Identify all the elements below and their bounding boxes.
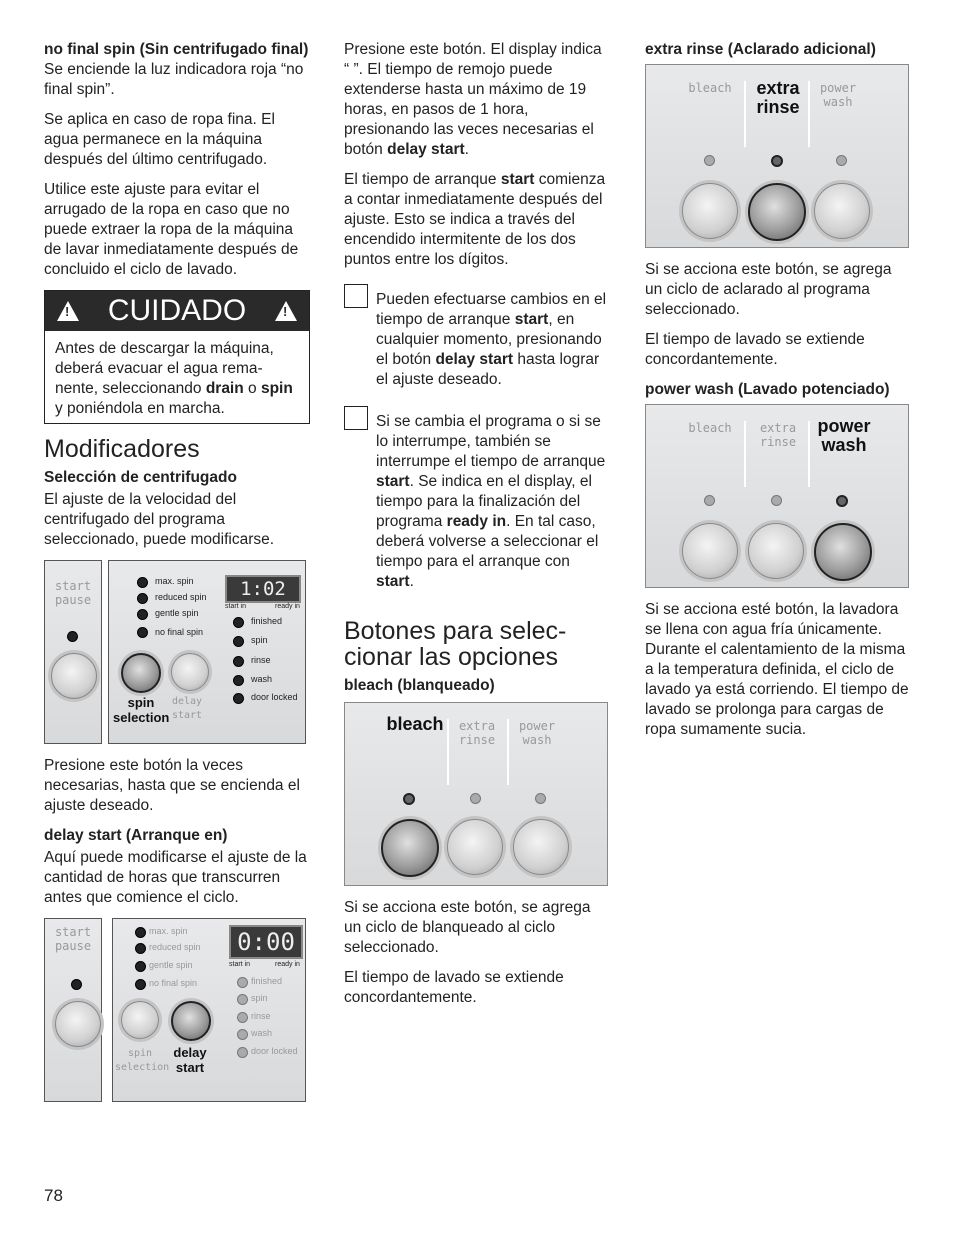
start-pause-panel [44, 918, 102, 1102]
power-wash-button[interactable] [814, 183, 870, 239]
caution-title: CUIDADO [107, 294, 247, 327]
extra-rinse-led [771, 495, 782, 506]
status-led [233, 675, 244, 686]
option-max-spin: max. spin [149, 926, 188, 936]
status-spin: spin [251, 993, 268, 1003]
option-led [137, 577, 148, 588]
ready-in-label: ready in [275, 961, 300, 968]
caution-spin: spin [260, 380, 293, 397]
text-part: , en cualquier momento, presionando el botón [376, 311, 602, 368]
ready-in-label: ready in [275, 603, 300, 610]
delay-display: 0:00 [229, 925, 303, 959]
status-rinse: rinse [251, 1011, 271, 1021]
option-led [135, 979, 146, 990]
text-part: comienza a contar inmediatamente después del ajuste. Esto se indica a través del encendido intermitente de los dos puntos entre los dígitos. [344, 171, 606, 268]
status-led [233, 656, 244, 667]
text-part: Presione este botón. El display indica “ ”. El tiempo de remojo puede extenderse hasta un máximo de 19 horas, en pasos de 1 hora, presionando las veces necesarias el botón [344, 41, 602, 158]
bleach-button[interactable] [682, 183, 738, 239]
note-1 [344, 290, 610, 390]
extra-rinse-led [771, 155, 783, 167]
delay-panel-figure [44, 918, 310, 1102]
power-wash-label: power wash [518, 719, 556, 747]
status-wash: wash [251, 1028, 273, 1038]
extra-rinse-button[interactable] [748, 183, 806, 241]
power-wash-led [836, 495, 848, 507]
bleach-led [704, 495, 715, 506]
spin-panel-figure [44, 560, 310, 744]
start-in-label: start in [225, 603, 247, 610]
bleach-button[interactable] [682, 523, 738, 579]
power-wash-title: power wash (Lavado potenciado) [645, 381, 890, 398]
extra-rinse-button[interactable] [447, 819, 503, 875]
text-part: hasta lograr el ajuste deseado. [376, 351, 600, 388]
divider [744, 81, 746, 147]
column-left [44, 40, 310, 1102]
spin-selection-title: Selección de centrifugado [44, 469, 237, 486]
spin-selection-text: El ajuste de la velocidad del centrifugado del programa seleccionado, puede modificarse. [44, 491, 275, 548]
power-wash-label: power wash [819, 81, 857, 109]
delay-options-panel [112, 918, 306, 1102]
divider [507, 719, 509, 785]
bleach-label: bleach [688, 81, 732, 95]
text-part: . En tal caso, deberá volverse a seleccionar el tiempo para el arranque con [376, 513, 599, 570]
status-led [237, 994, 248, 1005]
extra-rinse-panel [645, 64, 909, 248]
extra-rinse-title: extra rinse (Aclarado adicional) [645, 41, 876, 58]
status-led [237, 1012, 248, 1023]
text-part: Pueden efectuarse cambios en el tiempo de arranque [376, 291, 607, 328]
spin-options-panel [108, 560, 306, 744]
divider [447, 719, 449, 785]
option-reduced-spin: reduced spin [149, 942, 201, 952]
start-pause-label: start pause [54, 925, 92, 953]
warning-icon [275, 301, 297, 321]
status-door-locked: door locked [251, 692, 298, 702]
option-led [137, 609, 148, 620]
options-heading: Botones para selec-cionar las opciones [344, 617, 567, 671]
bleach-label: bleach [386, 714, 444, 734]
option-max-spin: max. spin [155, 576, 194, 586]
status-rinse: rinse [251, 655, 271, 665]
power-wash-button[interactable] [513, 819, 569, 875]
column-middle [344, 40, 610, 1018]
divider [744, 421, 746, 487]
note-checkbox-icon [344, 406, 368, 430]
extra-rinse-led [470, 793, 481, 804]
start-time-text [344, 170, 610, 270]
no-final-spin-text-2: Se aplica en caso de ropa fina. El agua permanece en la máquina después del último centrifugado. [44, 111, 275, 168]
start-pause-label: start pause [54, 579, 92, 607]
status-led [237, 1047, 248, 1058]
delay-start-title: delay start (Arranque en) [44, 827, 228, 844]
power-wash-led [836, 155, 847, 166]
caution-text [45, 331, 309, 423]
divider [808, 421, 810, 487]
extra-rinse-button[interactable] [748, 523, 804, 579]
option-no-final-spin: no final spin [149, 978, 198, 988]
extra-rinse-label: extra rinse [759, 421, 797, 449]
caution-box [44, 290, 310, 424]
power-wash-button[interactable] [814, 523, 872, 581]
option-led [135, 927, 146, 938]
bleach-label: bleach [688, 421, 732, 435]
ready-in-bold: ready in [446, 513, 507, 530]
delay-start-text: Aquí puede modificarse el ajuste de la cantidad de horas que transcurren antes que comience el ciclo. [44, 849, 307, 906]
option-gentle-spin: gentle spin [155, 608, 199, 618]
caution-text-part: Antes de descargar la máquina, deberá evacuar el agua rema-nente, seleccionando [55, 340, 274, 397]
extra-rinse-label: extra rinse [458, 719, 496, 747]
status-led [237, 1029, 248, 1040]
text-part: . [464, 141, 469, 158]
caution-text-part: o [243, 380, 261, 397]
status-wash: wash [251, 674, 273, 684]
extra-rinse-label: extra rinse [756, 78, 800, 117]
start-bold: start [376, 573, 410, 590]
text-part: . Se indica en el display, el tiempo para la finalización del programa [376, 473, 592, 530]
delay-start-label: delay start [173, 1045, 207, 1075]
divider [808, 81, 810, 147]
bleach-text-2: El tiempo de lavado se extiende concordantemente. [344, 969, 564, 1006]
text-part: . [409, 573, 414, 590]
start-bold: start [500, 171, 535, 188]
no-final-spin-title: no final spin (Sin centrifugado final) [44, 41, 309, 58]
delay-start-bold: delay start [387, 141, 465, 158]
delay-start-bold: delay start [435, 351, 514, 368]
start-pause-button[interactable] [51, 653, 97, 699]
extra-rinse-text-2: El tiempo de lavado se extiende concordantemente. [645, 331, 865, 368]
spin-display: 1:02 [225, 575, 301, 603]
text-part: Si se cambia el programa o si se lo interrumpe, también se interrumpe el tiempo de arranque [376, 413, 606, 470]
option-reduced-spin: reduced spin [155, 592, 207, 602]
status-finished: finished [251, 616, 283, 626]
spin-selection-label: spin selection [113, 695, 170, 725]
bleach-button[interactable] [381, 819, 439, 877]
extra-rinse-text-1: Si se acciona este botón, se agrega un ciclo de aclarado al programa seleccionado. [645, 261, 892, 318]
option-gentle-spin: gentle spin [149, 960, 193, 970]
start-bold: start [514, 311, 549, 328]
start-led [67, 631, 78, 642]
caution-drain: drain [205, 380, 244, 397]
bleach-panel [344, 702, 608, 886]
start-in-label: start in [229, 961, 251, 968]
warning-icon [57, 301, 79, 321]
status-led [233, 636, 244, 647]
spin-selection-button[interactable] [121, 653, 161, 693]
power-wash-led [535, 793, 546, 804]
option-led [135, 943, 146, 954]
status-led [237, 977, 248, 988]
delay-instructions [344, 40, 610, 160]
caution-text-part: y poniéndola en marcha. [55, 400, 225, 417]
caution-header [45, 291, 309, 331]
delay-start-label: delay start [171, 696, 203, 721]
status-led [233, 617, 244, 628]
start-pause-button[interactable] [55, 1001, 101, 1047]
spin-selection-label: spin selection [115, 1048, 170, 1073]
delay-start-button[interactable] [171, 1001, 211, 1041]
start-bold: start [376, 473, 410, 490]
option-led [135, 961, 146, 972]
bleach-led [403, 793, 415, 805]
no-final-spin-text-1: Se enciende la luz indicadora roja “no final spin”. [44, 61, 304, 98]
note-2 [344, 412, 610, 592]
spin-panel-instruction: Presione este botón la veces necesarias, hasta que se encienda el ajuste deseado. [44, 757, 300, 814]
option-led [137, 627, 148, 638]
column-right [645, 40, 911, 750]
start-led [71, 979, 82, 990]
option-no-final-spin: no final spin [155, 627, 204, 637]
text-part: El tiempo de arranque [344, 171, 501, 188]
status-door-locked: door locked [251, 1046, 298, 1056]
modifiers-heading: Modificadores [44, 435, 200, 463]
start-pause-panel [44, 560, 102, 744]
note-checkbox-icon [344, 284, 368, 308]
bleach-title: bleach (blanqueado) [344, 677, 495, 694]
no-final-spin-text-3: Utilice este ajuste para evitar el arrugado de la ropa en caso que no puede extraer la ropa de la máquina de lavar inmediatamente después de concluido el ciclo de lavado. [44, 181, 299, 278]
bleach-led [704, 155, 715, 166]
power-wash-label: power wash [817, 416, 871, 455]
power-wash-text: Si se acciona esté botón, la lavadora se llena con agua fría únicamente. Durante el calentamiento de la misma a la temperatura definida, el ciclo de lavado ya está corriendo. El tiempo de lavado se prolonga para cargas de ropa sumamente sucia. [645, 601, 909, 738]
status-led [233, 693, 244, 704]
status-finished: finished [251, 976, 283, 986]
spin-selection-button[interactable] [121, 1001, 159, 1039]
delay-start-button[interactable] [171, 653, 209, 691]
option-led [137, 593, 148, 604]
page-number: 78 [44, 1186, 63, 1205]
status-spin: spin [251, 635, 268, 645]
bleach-text-1: Si se acciona este botón, se agrega un ciclo de blanqueado al ciclo seleccionado. [344, 899, 591, 956]
power-wash-panel [645, 404, 909, 588]
